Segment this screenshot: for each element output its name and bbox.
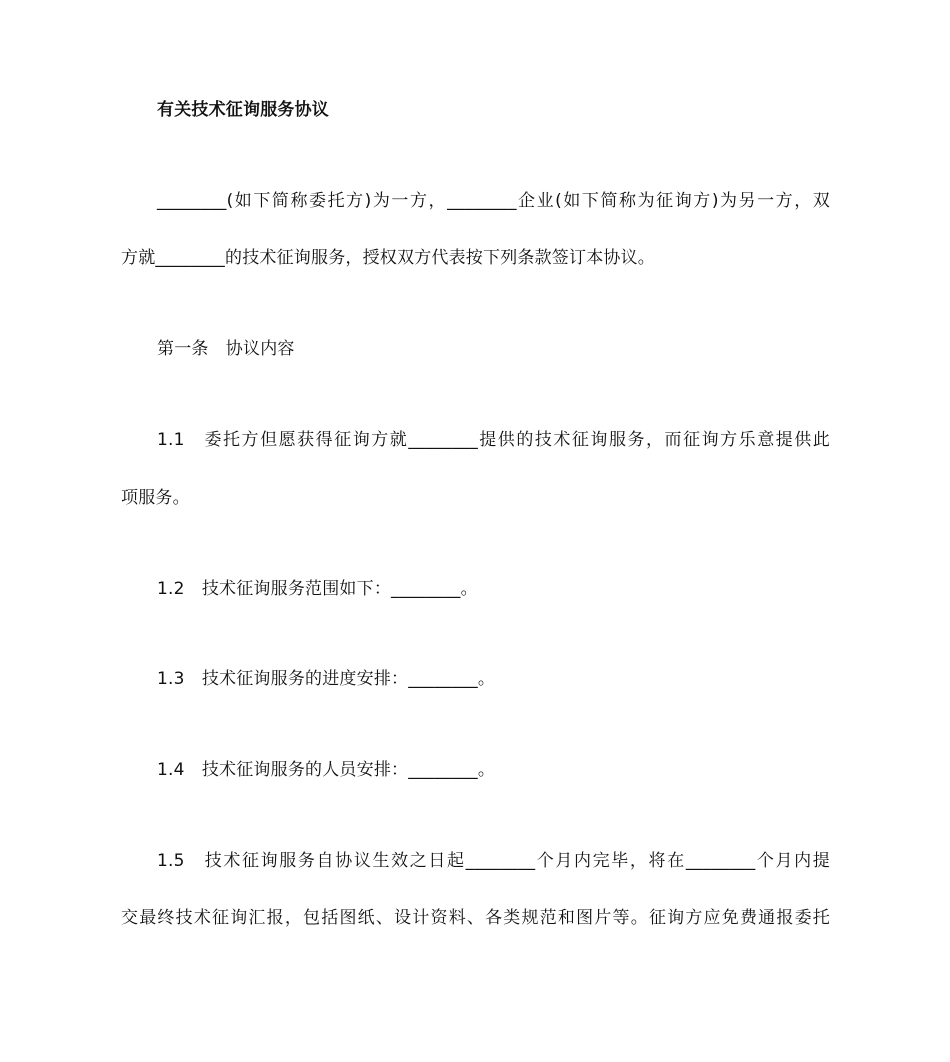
intro-paragraph-line-2: 方就________的技术征询服务，授权双方代表按下列条款签订本协议。 (121, 248, 655, 268)
article-1-heading: 第一条 协议内容 (157, 339, 295, 359)
document-title: 有关技术征询服务协议 (157, 100, 329, 120)
clause-1-5-line-2: 交最终技术征询汇报，包括图纸、设计资料、各类规范和图片等。征询方应免费通报委托 (121, 908, 830, 928)
clause-1-4: 1.4 技术征询服务的人员安排：________。 (157, 760, 496, 780)
intro-paragraph-line-1: ________(如下简称委托方)为一方，________企业(如下简称为征询方)为另一方，双 (157, 191, 830, 211)
clause-1-1-line-1: 1.1 委托方但愿获得征询方就________提供的技术征询服务，而征询方乐意提供此 (157, 430, 830, 450)
clause-1-3: 1.3 技术征询服务的进度安排：________。 (157, 669, 496, 689)
clause-1-5-line-1: 1.5 技术征询服务自协议生效之日起________个月内完毕，将在________个月内提 (157, 851, 830, 871)
clause-1-1-line-2: 项服务。 (121, 488, 190, 508)
clause-1-2: 1.2 技术征询服务范围如下：________。 (157, 579, 478, 599)
